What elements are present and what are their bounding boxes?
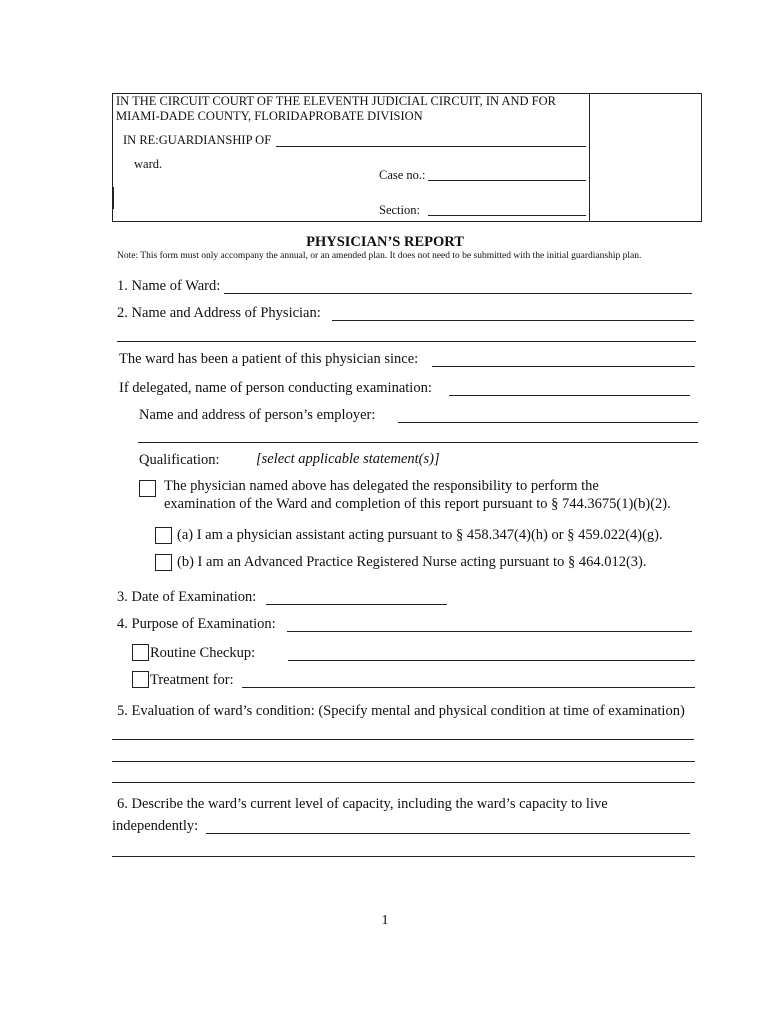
header-left-mark [113,187,114,209]
physician-name-label: 2. Name and Address of Physician: [117,305,321,321]
court-line-1: IN THE CIRCUIT COURT OF THE ELEVENTH JUDICIAL CIRCUIT, IN AND FOR [116,94,556,108]
ward-label: ward. [134,157,163,171]
evaluation-line-3[interactable] [112,782,695,783]
delegated-name-label: If delegated, name of person conducting examination: [119,380,432,396]
court-line-2: MIAMI-DADE COUNTY, FLORIDAPROBATE DIVISION [116,109,423,123]
evaluation-label: 5. Evaluation of ward’s condition: (Specify mental and physical condition at time of examination) [117,703,685,719]
patient-since-label: The ward has been a patient of this physician since: [119,351,419,367]
exam-purpose-field[interactable] [287,631,692,632]
delegation-line-2: examination of the Ward and completion of this report pursuant to § 744.3675(1)(b)(2). [164,496,671,512]
delegation-checkbox[interactable] [139,480,156,497]
in-re-label: IN RE:GUARDIANSHIP OF [123,133,272,147]
treatment-checkbox[interactable] [132,671,149,688]
section-field[interactable] [428,215,586,216]
capacity-label-line-2: independently: [112,818,199,834]
case-no-label: Case no.: [379,168,426,182]
qualification-label: Qualification: [139,452,220,468]
routine-checkup-checkbox[interactable] [132,644,149,661]
physician-name-field[interactable] [332,320,694,321]
court-caption [116,94,586,124]
option-b-checkbox[interactable] [155,554,172,571]
patient-since-field[interactable] [432,366,695,367]
routine-checkup-label: Routine Checkup: [150,645,256,661]
exam-date-field[interactable] [266,604,447,605]
page-title: PHYSICIAN’S REPORT [306,234,464,250]
capacity-label-line-1: 6. Describe the ward’s current level of capacity, including the ward’s capacity to live [117,796,608,812]
case-no-field[interactable] [428,180,586,181]
evaluation-line-2[interactable] [112,761,695,762]
option-b-label: (b) I am an Advanced Practice Registered Nurse acting pursuant to § 464.012(3). [177,554,647,570]
treatment-field[interactable] [242,687,695,688]
name-of-ward-label: 1. Name of Ward: [117,278,221,294]
employer-address-field[interactable] [138,442,698,443]
delegation-line-1: The physician named above has delegated the responsibility to perform the [164,478,599,494]
physician-address-field[interactable] [117,341,696,342]
capacity-field-2[interactable] [112,856,695,857]
exam-purpose-label: 4. Purpose of Examination: [117,616,276,632]
option-a-checkbox[interactable] [155,527,172,544]
qualification-hint: [select applicable statement(s)] [256,451,440,467]
exam-date-label: 3. Date of Examination: [117,589,257,605]
option-a-label: (a) I am a physician assistant acting pursuant to § 458.347(4)(h) or § 459.022(4)(g). [177,527,663,543]
section-label: Section: [379,203,420,217]
page-number: 1 [381,913,389,928]
header-divider [589,93,590,222]
delegated-name-field[interactable] [449,395,690,396]
treatment-label: Treatment for: [150,672,234,688]
capacity-field-1[interactable] [206,833,690,834]
routine-checkup-field[interactable] [288,660,695,661]
employer-label: Name and address of person’s employer: [139,407,376,423]
in-re-field[interactable] [276,146,586,147]
name-of-ward-field[interactable] [224,293,692,294]
form-note: Note: This form must only accompany the annual, or an amended plan. It does not need to be submitted with the initial guardianship plan. [117,251,642,261]
evaluation-line-1[interactable] [112,739,694,740]
employer-field[interactable] [398,422,698,423]
